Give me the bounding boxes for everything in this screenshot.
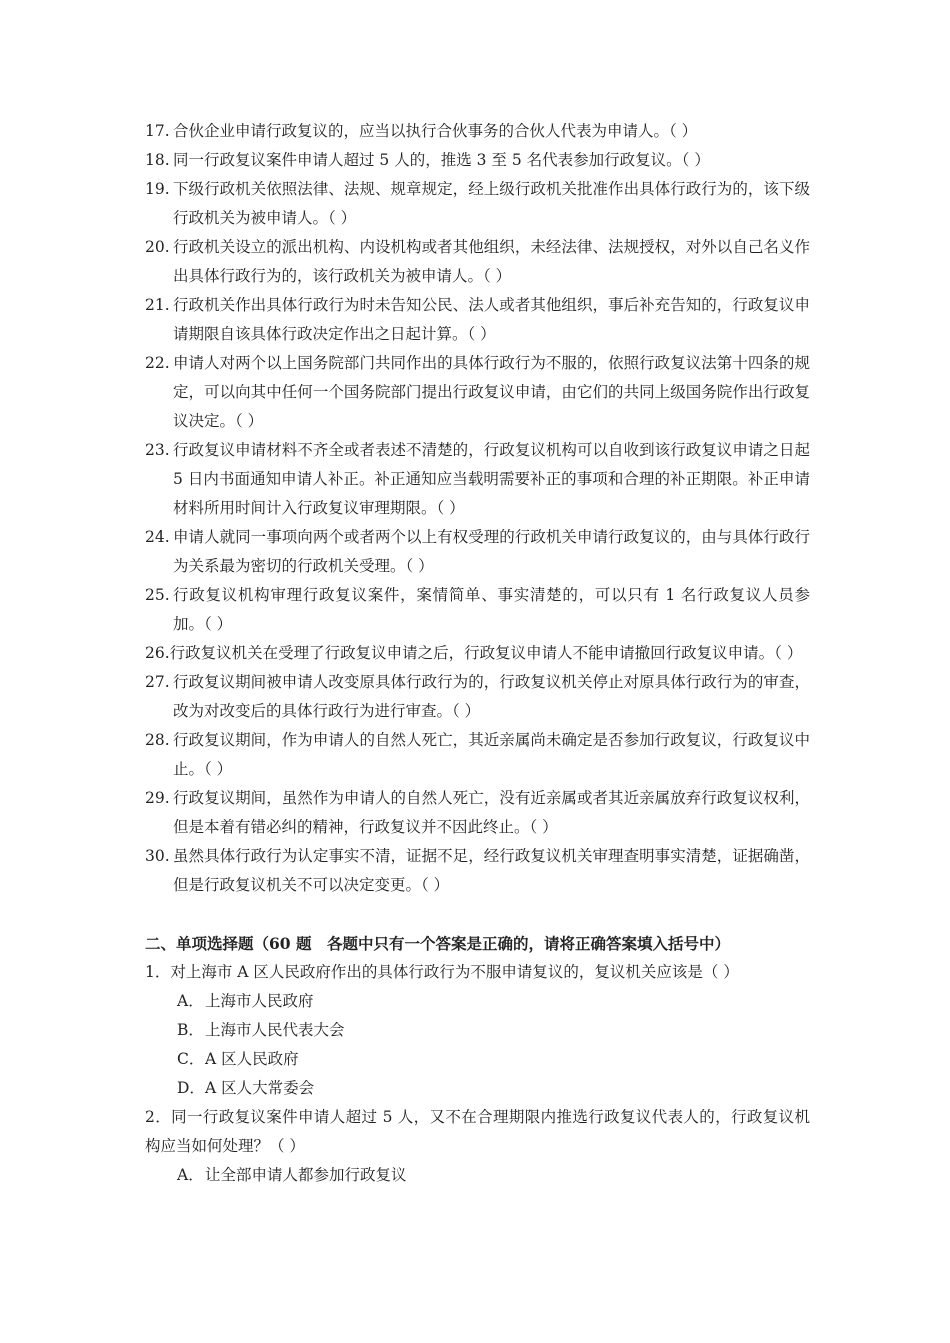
option-text: 上海市人民政府 xyxy=(205,992,314,1010)
question-number: 29. xyxy=(145,789,170,807)
question-text: 行政机关作出具体行政行为时未告知公民、法人或者其他组织，事后补充告知的，行政复议申请期限自该具体行政决定作出之日起计算。（ ） xyxy=(173,296,810,343)
question-20 xyxy=(145,233,810,291)
question-number: 28. xyxy=(145,731,170,749)
question-text: 合伙企业申请行政复议的，应当以执行合伙事务的合伙人代表为申请人。（ ） xyxy=(173,122,698,140)
question-text: 行政机关设立的派出机构、内设机构或者其他组织，未经法律、法规授权，对外以自己名义作出具体行政行为的，该行政机关为被申请人。（ ） xyxy=(173,238,810,285)
question-number: 25. xyxy=(145,586,170,604)
question-stem: 1．对上海市 A 区人民政府作出的具体行政行为不服申请复议的，复议机关应该是（ ） xyxy=(145,963,739,981)
question-number: 19. xyxy=(145,180,170,198)
question-text: 行政复议申请材料不齐全或者表述不清楚的，行政复议机构可以自收到该行政复议申请之日起 5 日内书面通知申请人补正。补正通知应当载明需要补正的事项和合理的补正期限。补正申请材料所用时间计入行政复议审理期限。（ ） xyxy=(173,441,810,517)
question-number: 21. xyxy=(145,296,170,314)
question-stem: 2．同一行政复议案件申请人超过 5 人，又不在合理期限内推选行政复议代表人的，行政复议机构应当如何处理？（ ） xyxy=(145,1108,810,1155)
question-text: 虽然具体行政行为认定事实不清，证据不足，经行政复议机关审理查明事实清楚，证据确凿，但是行政复议机关不可以决定变更。（ ） xyxy=(173,847,810,894)
question-body: 行政复议机关在受理了行政复议申请之后，行政复议申请人不能申请撤回行政复议申请。（ ） xyxy=(169,644,803,662)
question-number: 23. xyxy=(145,441,170,459)
option-a xyxy=(145,987,810,1016)
option-label: B． xyxy=(177,1021,204,1039)
question-number: 30. xyxy=(145,847,170,865)
question-text: 申请人就同一事项向两个或者两个以上有权受理的行政机关申请行政复议的，由与具体行政行为关系最为密切的行政机关受理。（ ） xyxy=(173,528,810,575)
question-number: 20. xyxy=(145,238,170,256)
option-text: A 区人民政府 xyxy=(205,1050,299,1068)
question-17 xyxy=(145,117,810,146)
question-text: 同一行政复议案件申请人超过 5 人的，推选 3 至 5 名代表参加行政复议。（ ） xyxy=(173,151,710,169)
question-text: 行政复议期间，作为申请人的自然人死亡，其近亲属尚未确定是否参加行政复议，行政复议中止。（ ） xyxy=(173,731,810,778)
option-text: 上海市人民代表大会 xyxy=(205,1021,345,1039)
question-number: 26. xyxy=(145,644,170,662)
page-content xyxy=(145,117,810,1190)
question-28 xyxy=(145,726,810,784)
option-label: A． xyxy=(177,1166,204,1184)
question-text xyxy=(145,639,810,668)
question-number: 17. xyxy=(145,122,170,140)
question-21 xyxy=(145,291,810,349)
question-27 xyxy=(145,668,810,726)
question-22 xyxy=(145,349,810,436)
option-label: A． xyxy=(177,992,204,1010)
question-text: 行政复议机构审理行政复议案件，案情简单、事实清楚的，可以只有 1 名行政复议人员参加。（ ） xyxy=(173,586,810,633)
question-number: 18. xyxy=(145,151,170,169)
question-29 xyxy=(145,784,810,842)
question-text: 行政复议期间被申请人改变原具体行政行为的，行政复议机关停止对原具体行政行为的审查，改为对改变后的具体行政行为进行审查。（ ） xyxy=(173,673,810,720)
question-text: 行政复议期间，虽然作为申请人的自然人死亡，没有近亲属或者其近亲属放弃行政复议权利，但是本着有错必纠的精神，行政复议并不因此终止。（ ） xyxy=(173,789,810,836)
mc-question-2 xyxy=(145,1103,810,1190)
option-text: 让全部申请人都参加行政复议 xyxy=(205,1166,407,1184)
option-label: D． xyxy=(177,1079,205,1097)
section-heading: 二、单项选择题（60 题 各题中只有一个答案是正确的，请将正确答案填入括号中） xyxy=(145,934,730,953)
question-24 xyxy=(145,523,810,581)
question-25 xyxy=(145,581,810,639)
question-18 xyxy=(145,146,810,175)
mc-question-1 xyxy=(145,958,810,1103)
question-text: 申请人对两个以上国务院部门共同作出的具体行政行为不服的，依照行政复议法第十四条的规定，可以向其中任何一个国务院部门提出行政复议申请，由它们的共同上级国务院作出行政复议决定。（ ） xyxy=(173,354,810,430)
question-number: 24. xyxy=(145,528,170,546)
question-19 xyxy=(145,175,810,233)
question-text: 下级行政机关依照法律、法规、规章规定，经上级行政机关批准作出具体行政行为的，该下级行政机关为被申请人。（ ） xyxy=(173,180,810,227)
option-label: C． xyxy=(177,1050,205,1068)
question-30 xyxy=(145,842,810,900)
question-number: 27. xyxy=(145,673,170,691)
option-d xyxy=(145,1074,810,1103)
question-number: 22. xyxy=(145,354,170,372)
option-text: A 区人大常委会 xyxy=(205,1079,315,1097)
question-23 xyxy=(145,436,810,523)
question-26 xyxy=(145,639,810,668)
option-c xyxy=(145,1045,810,1074)
option-a xyxy=(145,1161,810,1190)
option-b xyxy=(145,1016,810,1045)
